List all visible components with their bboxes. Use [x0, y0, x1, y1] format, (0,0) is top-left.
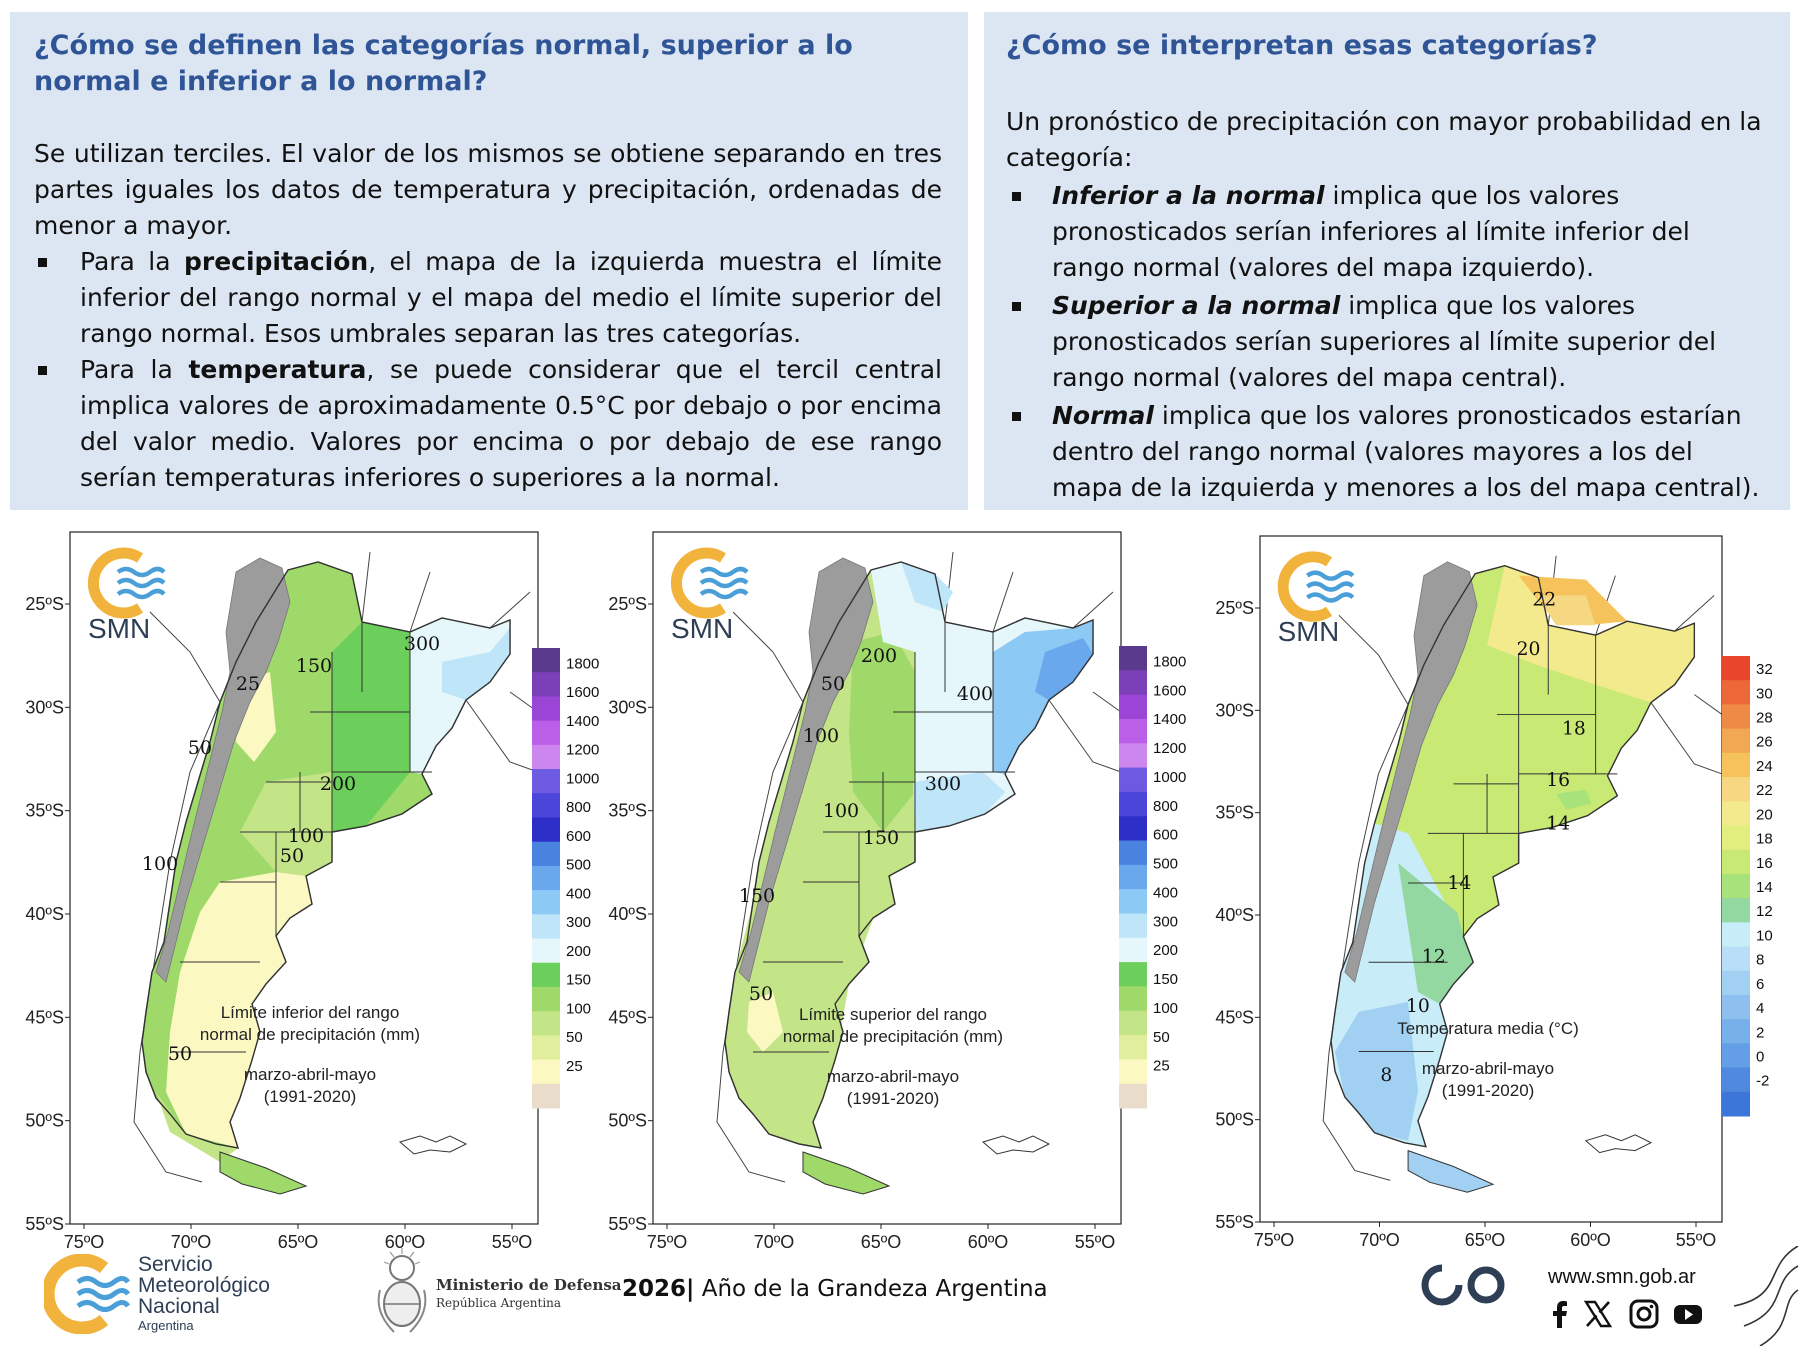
legend-label: 150: [1153, 971, 1179, 989]
smn-logo-text: SMN: [88, 613, 151, 644]
ministry-name: Ministerio de Defensa: [436, 1276, 622, 1294]
legend-label: 26: [1756, 733, 1773, 751]
legend-swatch: [1722, 850, 1750, 875]
legend-swatch: [1722, 753, 1750, 778]
legend-label: 600: [1153, 826, 1179, 844]
legend-swatch: [1722, 1019, 1750, 1044]
legend-swatch: [1722, 947, 1750, 972]
lat-label: 40ºS: [608, 904, 647, 924]
contour-label: 22: [1532, 589, 1557, 611]
legend-swatch: [1722, 971, 1750, 996]
legend-swatch: [1722, 1092, 1750, 1117]
lon-label: 60ºO: [1570, 1230, 1611, 1250]
legend-swatch: [1722, 1043, 1750, 1068]
legend-label: 800: [1153, 797, 1179, 815]
lon-label: 55ºO: [1675, 1230, 1717, 1250]
legend-swatch: [532, 987, 560, 1012]
interpretation-intro: Un pronóstico de precipitación con mayor probabilidad en la categoría:: [1006, 107, 1762, 172]
contour-label: 50: [820, 673, 846, 695]
legend-label: 200: [566, 942, 592, 960]
legend-swatch: [1119, 1084, 1147, 1109]
legend-swatch: [532, 817, 560, 842]
bullet-icon: [1012, 302, 1021, 311]
lon-label: 75ºO: [63, 1232, 105, 1252]
legend-swatch: [532, 914, 560, 939]
map-svg: [593, 518, 1187, 1252]
contour-label: 100: [802, 725, 840, 747]
lat-label: 50ºS: [608, 1110, 647, 1131]
legend-swatch: [1722, 656, 1750, 681]
legend-label: 4: [1756, 1000, 1765, 1018]
legend-label: 1400: [1153, 711, 1187, 729]
legend-label: 25: [566, 1057, 583, 1075]
legend-swatch: [1722, 825, 1750, 850]
legend-label: 800: [566, 799, 592, 817]
list-item: Inferior a la normal implica que los valores pronosticados serían inferiores al límite inferior del rango normal (valores del mapa izquierdo).: [1006, 178, 1770, 286]
decorative-wave-icon: [1724, 1246, 1800, 1346]
contour-label: 8: [1380, 1065, 1393, 1087]
legend-swatch: [1119, 962, 1147, 987]
lat-label: 35ºS: [25, 800, 64, 821]
legend-label: 2: [1756, 1024, 1765, 1042]
legend-swatch: [1119, 695, 1147, 720]
legend-swatch: [1722, 874, 1750, 899]
lat-label: 45ºS: [1215, 1007, 1254, 1028]
info-box-definitions: [10, 12, 968, 510]
legend-swatch: [1119, 743, 1147, 768]
legend-label: 28: [1756, 709, 1773, 727]
facebook-icon[interactable]: [1544, 1298, 1576, 1330]
legend-label: 14: [1756, 879, 1773, 896]
list-item: Para la temperatura, se puede considerar que el tercil central implica valores de aproximadamente 0.5°C por debajo o por encima del valor medio. Valores por encima o por debajo de ese rango serían temperaturas inferiores o superiores a la normal.: [34, 352, 942, 496]
legend-swatch: [1119, 889, 1147, 914]
lat-label: 55ºS: [1215, 1212, 1254, 1232]
lon-label: 65ºO: [1464, 1230, 1506, 1250]
lon-label: 65ºO: [277, 1232, 319, 1252]
lon-label: 65ºO: [860, 1232, 902, 1252]
contour-label: 100: [287, 825, 325, 847]
brand-mark-icon: [1420, 1260, 1510, 1310]
youtube-icon[interactable]: [1672, 1298, 1704, 1330]
smn-logo-text: SMN: [1277, 616, 1340, 648]
lon-label: 75ºO: [646, 1232, 688, 1252]
map-baseline: (1991-2020): [846, 1089, 940, 1108]
lon-label: 70ºO: [1359, 1230, 1400, 1250]
legend-swatch: [532, 672, 560, 697]
legend-swatch: [1119, 646, 1147, 671]
map-baseline: (1991-2020): [1441, 1081, 1535, 1100]
contour-label: 20: [1516, 638, 1541, 660]
contour-label: 50: [748, 983, 774, 1005]
contour-label: 10: [1406, 995, 1430, 1017]
lat-label: 30ºS: [25, 697, 64, 718]
lat-label: 55ºS: [608, 1214, 647, 1234]
lon-label: 55ºO: [491, 1232, 533, 1252]
contour-label: 18: [1561, 718, 1586, 740]
legend-swatch: [1119, 670, 1147, 695]
legend-label: 1600: [566, 684, 600, 702]
legend-swatch: [1119, 865, 1147, 890]
legend-swatch: [532, 1060, 560, 1085]
legend-swatch: [532, 866, 560, 891]
map-mean-temperature: [1198, 518, 1773, 1250]
definitions-list: [34, 244, 942, 496]
contour-label: 150: [862, 827, 900, 849]
contour-label: 200: [319, 773, 357, 795]
lat-label: 50ºS: [25, 1110, 64, 1131]
legend-label: 400: [1153, 884, 1179, 902]
map-svg: [1198, 518, 1773, 1250]
legend-swatch: [1119, 841, 1147, 866]
contour-label: 150: [295, 655, 333, 677]
lon-label: 75ºO: [1253, 1230, 1295, 1250]
legend-label: 1200: [1153, 740, 1187, 758]
contour-label: 400: [956, 683, 994, 705]
legend-label: 1000: [1153, 768, 1187, 786]
legend-swatch: [1722, 777, 1750, 802]
legend-label: 300: [1153, 913, 1179, 931]
contour-label: 300: [924, 773, 962, 795]
legend-swatch: [532, 793, 560, 818]
legend-label: 32: [1756, 661, 1773, 679]
legend-label: 24: [1756, 757, 1773, 775]
legend-swatch: [1119, 1011, 1147, 1036]
legend-label: 300: [566, 914, 592, 932]
smn-logo-icon: [44, 1254, 130, 1334]
lat-label: 30ºS: [608, 697, 647, 718]
legend-swatch: [1119, 768, 1147, 793]
lat-label: 40ºS: [25, 904, 64, 924]
lat-label: 45ºS: [25, 1007, 64, 1028]
legend-swatch: [1119, 938, 1147, 963]
contour-label: 150: [738, 885, 776, 907]
legend-label: 0: [1756, 1048, 1765, 1066]
map-period: marzo-abril-mayo: [243, 1065, 377, 1084]
legend-label: 150: [566, 971, 592, 989]
lat-label: 35ºS: [608, 800, 647, 821]
bullet-icon: [38, 258, 47, 267]
legend-label: 100: [566, 1000, 592, 1018]
legend-label: 30: [1756, 685, 1773, 703]
legend-swatch: [1722, 801, 1750, 826]
legend-swatch: [1722, 680, 1750, 705]
instagram-icon[interactable]: [1628, 1298, 1660, 1330]
map-period: marzo-abril-mayo: [1421, 1059, 1555, 1078]
contour-label: 25: [235, 673, 261, 695]
lon-label: 70ºO: [753, 1232, 795, 1252]
legend-swatch: [1119, 816, 1147, 841]
legend-label: 16: [1756, 854, 1773, 872]
legend-swatch: [1119, 792, 1147, 817]
contour-label: 50: [167, 1043, 193, 1065]
legend-swatch: [532, 939, 560, 964]
lat-label: 40ºS: [1215, 905, 1254, 925]
contour-label: 14: [1546, 813, 1571, 835]
legend-swatch: [532, 1035, 560, 1060]
legend-label: 22: [1756, 782, 1773, 800]
republic-name: República Argentina: [436, 1296, 562, 1310]
legend-swatch: [532, 648, 560, 673]
website-link[interactable]: www.smn.gob.ar: [1548, 1266, 1696, 1288]
legend-swatch: [1722, 922, 1750, 947]
footer: [0, 1246, 1800, 1350]
legend-swatch: [532, 1011, 560, 1036]
contour-label: 300: [403, 633, 441, 655]
lat-label: 30ºS: [1215, 700, 1254, 721]
contour-label: 100: [141, 853, 179, 875]
legend-label: 10: [1756, 927, 1773, 945]
legend-label: -2: [1756, 1072, 1770, 1090]
bullet-icon: [38, 366, 47, 375]
legend-label: 1800: [1153, 653, 1187, 671]
legend-label: 200: [1153, 942, 1179, 960]
contour-label: 100: [822, 800, 860, 822]
contour-label: 50: [279, 845, 305, 867]
interpretation-title: ¿Cómo se interpretan esas categorías?: [1006, 30, 1598, 61]
lat-label: 45ºS: [608, 1007, 647, 1028]
lon-label: 60ºO: [384, 1232, 426, 1252]
legend-label: 1600: [1153, 682, 1187, 700]
lon-label: 70ºO: [170, 1232, 212, 1252]
map-caption: normal de precipitación (mm): [199, 1025, 421, 1044]
lon-label: 55ºO: [1074, 1232, 1116, 1252]
legend-label: 6: [1756, 975, 1765, 993]
lat-label: 35ºS: [1215, 802, 1254, 823]
legend-swatch: [1119, 986, 1147, 1011]
legend-label: 50: [566, 1029, 583, 1047]
legend-label: 1200: [566, 741, 600, 759]
smn-logo-text: SMN: [671, 613, 734, 644]
legend-label: 12: [1756, 903, 1773, 921]
lat-label: 25ºS: [25, 594, 64, 614]
legend-label: 20: [1756, 806, 1773, 824]
lat-label: 55ºS: [25, 1214, 64, 1234]
legend-swatch: [1722, 898, 1750, 923]
legend-swatch: [532, 842, 560, 867]
legend-swatch: [1722, 1068, 1750, 1093]
legend-swatch: [532, 890, 560, 915]
legend-label: 500: [1153, 855, 1179, 873]
bullet-icon: [1012, 192, 1021, 201]
legend-label: 8: [1756, 951, 1765, 969]
legend-label: 400: [566, 885, 592, 903]
legend-swatch: [532, 963, 560, 988]
map-caption: Temperatura media (°C): [1397, 1019, 1579, 1038]
legend-swatch: [1722, 704, 1750, 729]
legend-swatch: [532, 1084, 560, 1109]
legend-swatch: [532, 769, 560, 794]
lat-label: 25ºS: [608, 594, 647, 614]
legend-swatch: [1119, 913, 1147, 938]
contour-label: 200: [860, 645, 898, 667]
lat-label: 25ºS: [1215, 598, 1254, 618]
legend-label: 500: [566, 856, 592, 874]
legend-swatch: [1119, 1059, 1147, 1084]
legend-label: 600: [566, 827, 592, 845]
legend-swatch: [532, 696, 560, 721]
contour-label: 14: [1447, 872, 1472, 894]
list-item: Normal implica que los valores pronosticados estarían dentro del rango normal (valores mayores a los del mapa de la izquierda y menores a los del mapa central).: [1006, 398, 1770, 506]
definitions-title: ¿Cómo se definen las categorías normal, superior a lo normal e inferior a lo normal?: [34, 30, 853, 97]
contour-label: 12: [1421, 946, 1446, 968]
map-caption: Límite superior del rango: [798, 1005, 988, 1024]
slogan: 2026| Año de la Grandeza Argentina: [622, 1276, 1048, 1302]
map-baseline: (1991-2020): [263, 1087, 357, 1106]
contour-label: 50: [187, 737, 213, 759]
legend-swatch: [532, 721, 560, 746]
contour-label: 16: [1546, 769, 1571, 791]
map-precip-upper-limit: [593, 518, 1187, 1252]
legend-swatch: [1119, 719, 1147, 744]
map-period: marzo-abril-mayo: [826, 1067, 960, 1086]
map-caption: Límite inferior del rango: [220, 1003, 400, 1022]
org-country: Argentina: [138, 1318, 194, 1333]
definitions-intro: Se utilizan terciles. El valor de los mismos se obtiene separando en tres partes iguales los datos de temperatura y precipitación, ordenadas de menor a mayor.: [34, 139, 942, 240]
map-svg: [10, 518, 600, 1252]
list-item: Superior a la normal implica que los valores pronosticados serían superiores al límite superior del rango normal (valores del mapa central).: [1006, 288, 1770, 396]
map-caption: normal de precipitación (mm): [782, 1027, 1004, 1046]
info-box-interpretation: [984, 12, 1790, 510]
legend-label: 1800: [566, 655, 600, 673]
legend-swatch: [532, 745, 560, 770]
legend-label: 1000: [566, 770, 600, 788]
org-name: Servicio Meteorológico Nacional: [138, 1253, 270, 1318]
legend-swatch: [1722, 995, 1750, 1020]
lat-label: 50ºS: [1215, 1109, 1254, 1130]
bullet-icon: [1012, 412, 1021, 421]
legend-label: 1400: [566, 712, 600, 730]
legend-label: 18: [1756, 830, 1773, 848]
legend-label: 25: [1153, 1057, 1170, 1075]
legend-swatch: [1722, 729, 1750, 754]
legend-label: 50: [1153, 1028, 1170, 1046]
legend-label: 100: [1153, 999, 1179, 1017]
coat-of-arms-icon: [374, 1246, 430, 1342]
list-item: Para la precipitación, el mapa de la izquierda muestra el límite inferior del rango normal y el mapa del medio el límite superior del rango normal. Esos umbrales separan las tres categorías.: [34, 244, 942, 352]
interpretation-list: [1006, 178, 1770, 506]
map-precip-lower-limit: [10, 518, 600, 1252]
legend-swatch: [1119, 1035, 1147, 1060]
x-icon[interactable]: [1582, 1298, 1614, 1330]
lon-label: 60ºO: [967, 1232, 1009, 1252]
